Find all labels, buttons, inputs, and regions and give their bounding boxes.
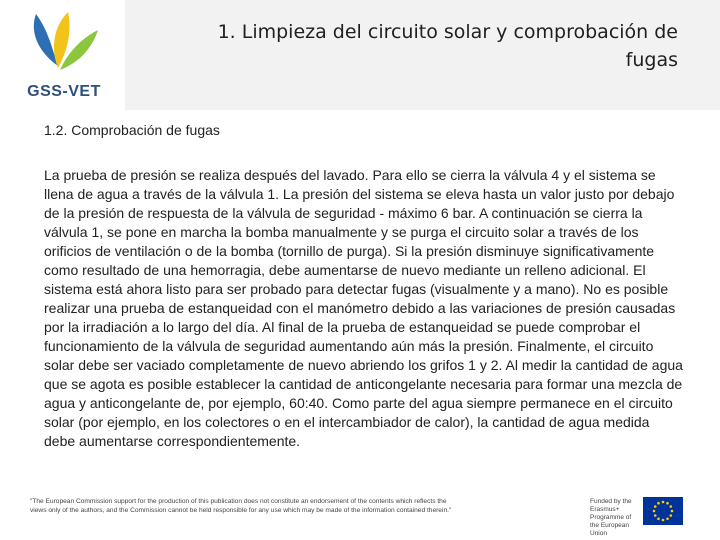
gss-vet-logo [24, 8, 104, 103]
page-title: 1. Limpieza del circuito solar y comprobación de fugas [217, 21, 678, 71]
header [0, 0, 720, 110]
funded-by-text: Funded by the Erasmus+ Programme of the European Union [590, 498, 632, 537]
footer [0, 494, 720, 540]
section-subtitle: 1.2. Comprobación de fugas [44, 122, 220, 138]
body-paragraph: La prueba de presión se realiza después del lavado. Para ello se cierra la válvula 4 y el sistema se llena de agua a través de la válvula 1. La presión del sistema se eleva hasta un valor justo por debajo de la presión de respuesta de la válvula de seguridad - máximo 6 bar. A continuación se cierra la válvula 1, se pone en marcha la bomba manualmente y se purga el circuito solar a través de los orificios de ventilación o de la bomba (tornillo de purga). Si la presión disminuye significativamente como resultado de una hemorragia, debe aumentarse de nuevo mediante un relleno adicional. El sistema está ahora listo para ser probado para detectar fugas (visualmente y a mano). No es posible realizar una prueba de estanqueidad con el manómetro debido a las variaciones de presión causadas por la irradiación a lo largo del día. Al final de la prueba de estanqueidad se puede comprobar el funcionamiento de la válvula de seguridad aumentando aún más la presión. Finalmente, el circuito solar debe ser vaciado completamente de nuevo abriendo los grifos 1 y 2. Al medir la cantidad de agua que se agota es posible establecer la cantidad de anticongelante necesaria para formar una mezcla de agua y anticongelante de, por ejemplo, 60:40. Como parte del agua siempre permanece en el circuito solar (por ejemplo, en los colectores o en el intercambiador de calor), la cantidad de agua medida debe aumentarse correspondientemente. [44, 167, 683, 449]
disclaimer-text: "The European Commission support for the production of this publication does not constitute an endorsement of the contents which reflects the views only of the authors, and the Commission cannot be held responsible for any use which may be made of the information contained therein." [30, 498, 452, 514]
eu-flag-icon [643, 497, 683, 525]
leaf-logo-icon [28, 8, 100, 74]
logo-text: GSS-VET [27, 83, 101, 100]
